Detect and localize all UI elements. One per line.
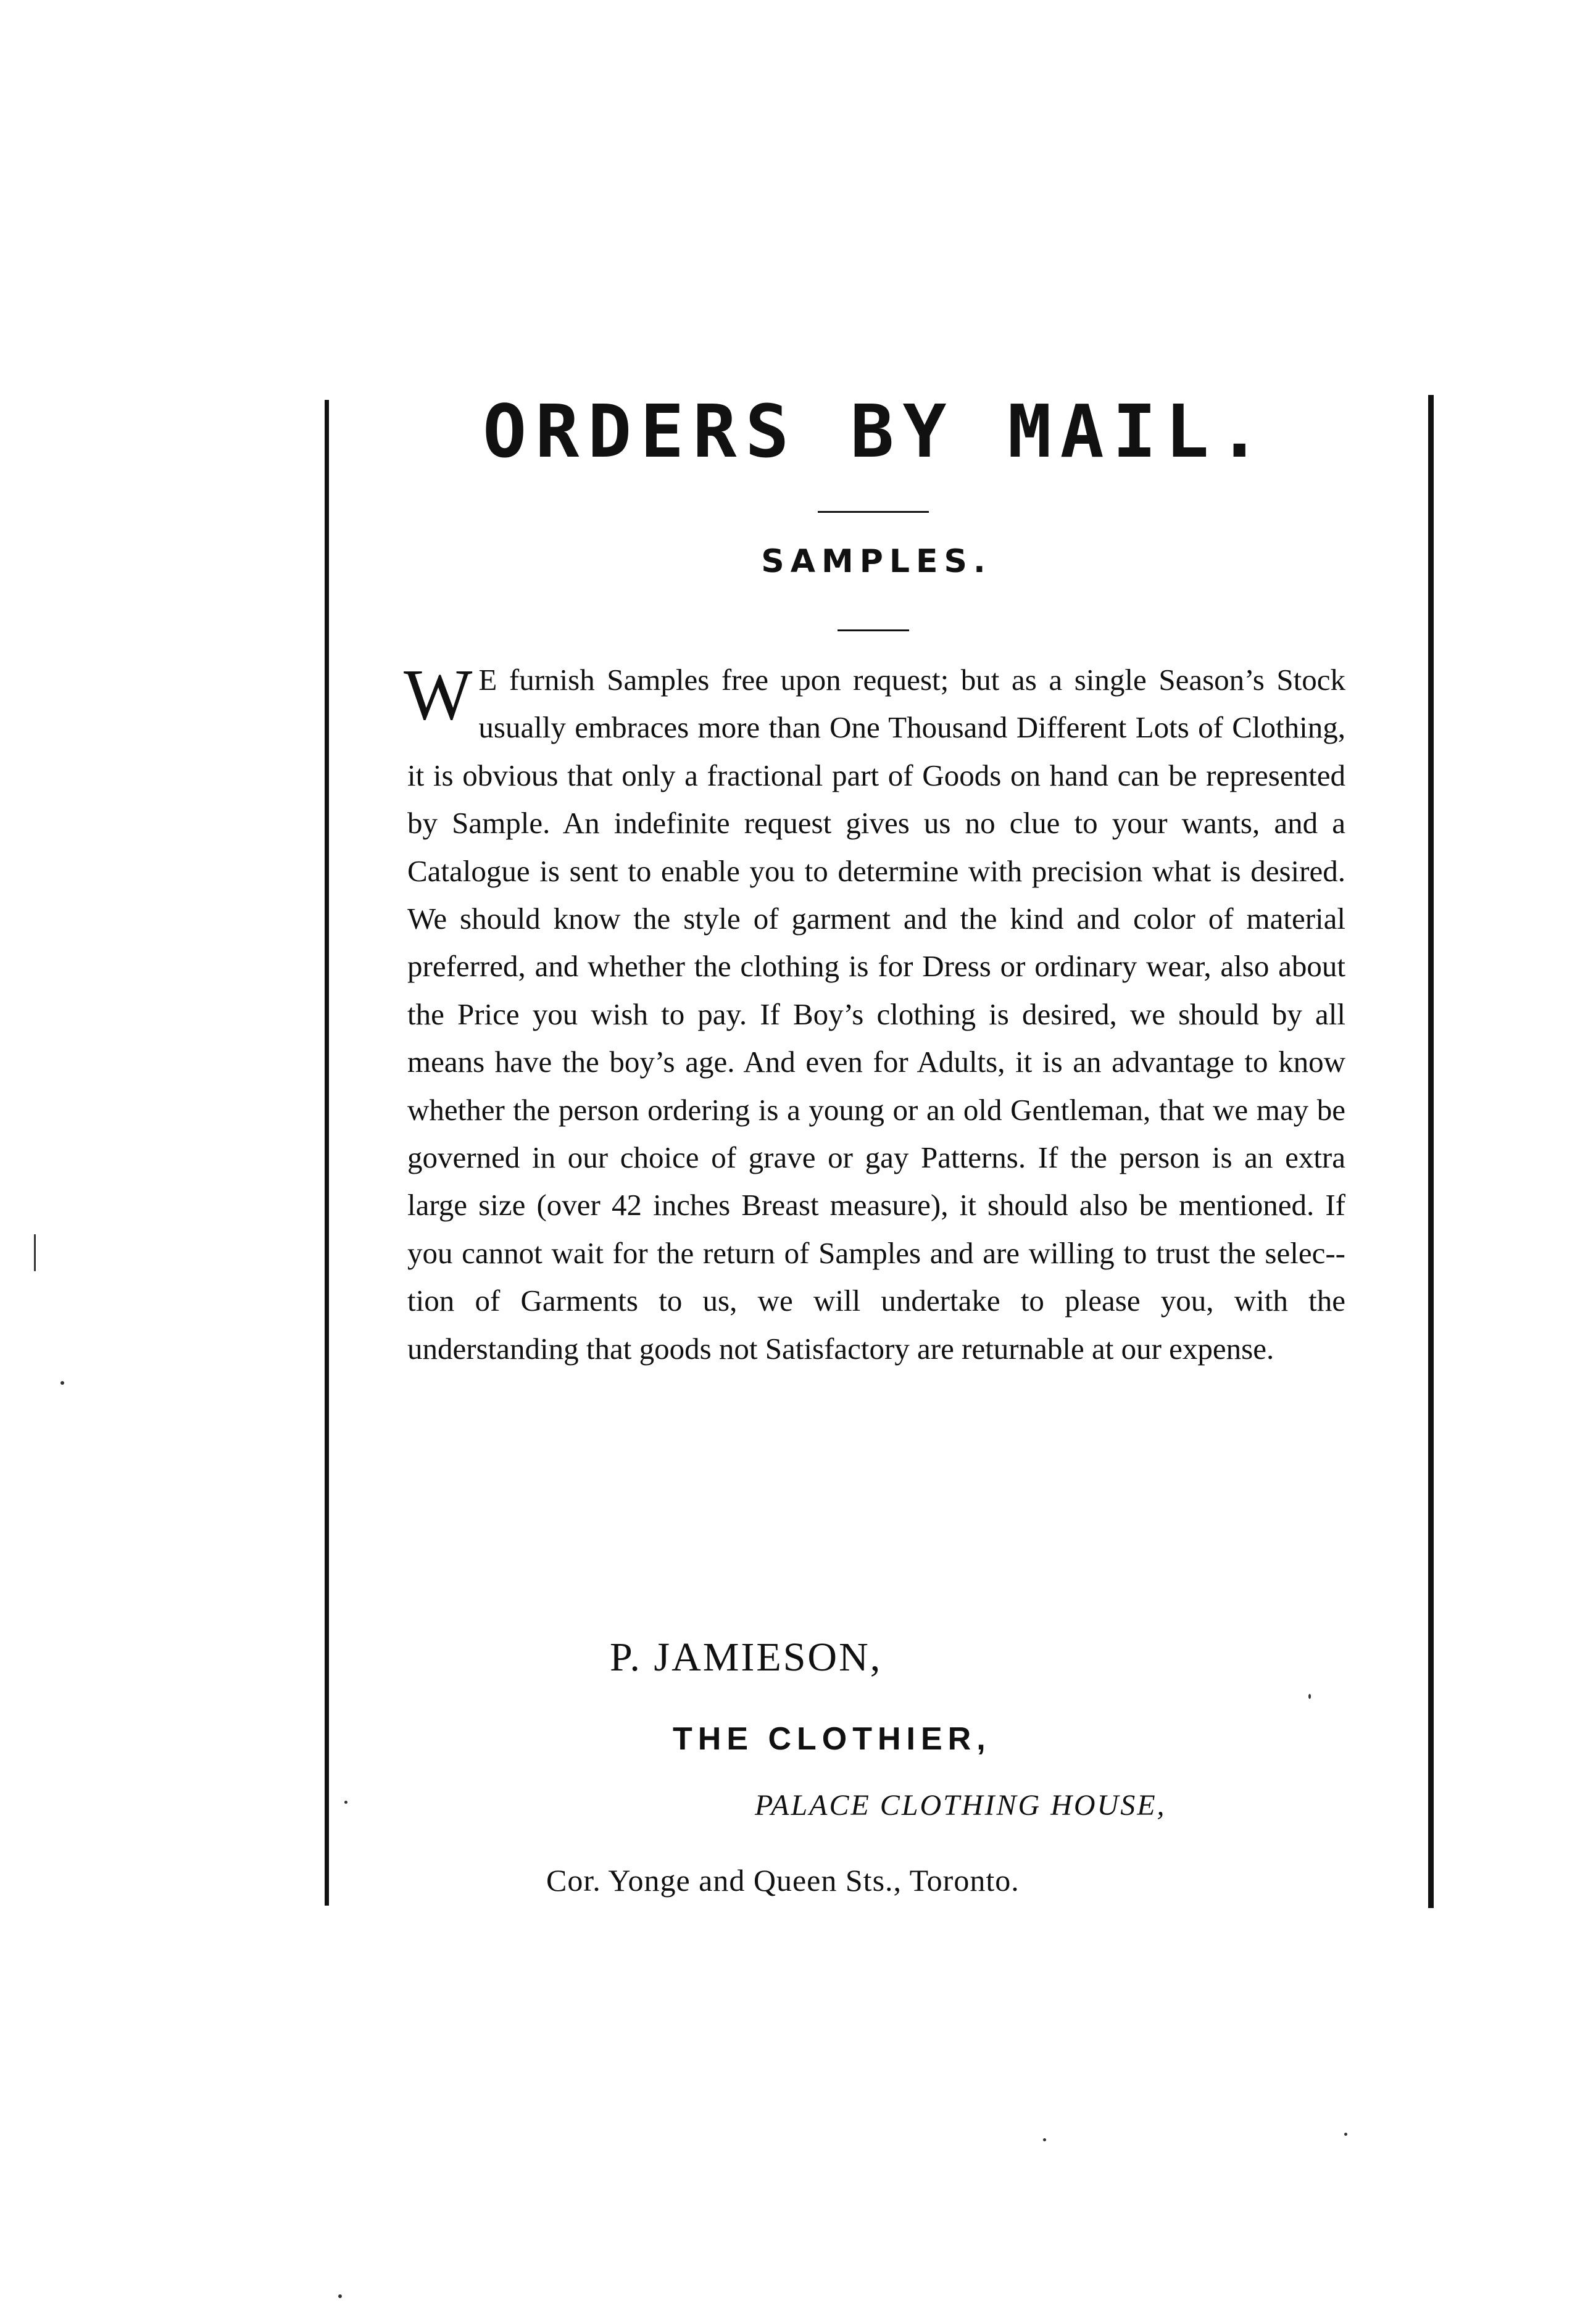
scan-speck (1043, 2138, 1046, 2141)
subtitle-divider (838, 629, 909, 631)
body-text-rest: Season’s Stock usually embraces more than One Thousand Different Lots of Clothing, it is obvious that only a fractional part of Goods on hand can be represented by Sample. An indefinite request gives us no clue to your wants, and a Catalogue is sent to enable you to determine with precision what is desired. We should know the style of garment and the kind and color of material preferred, and whether the clothing is for Dress or ordinary wear, also about the Price you wish to pay. If Boy’s clothing is desired, we should by all means have the boy’s age. And even for Adults, it is an advantage to know whether the person ordering is a young or an old Gentleman, that we may be governed in our choice of grave or gay Patterns. If the person is an extra large size (over 42 inches Breast measure), it should also be mentioned. If you cannot wait for the return of Samples and are willing to trust the selec-tion of Garments to us, we will undertake to please you, with the understanding that goods not Satisfactory are returnable at our expense. (407, 663, 1346, 1366)
scan-speck (1308, 1694, 1311, 1699)
body-first-line: E furnish Samples free upon request; but as a single (478, 663, 1147, 697)
section-subtitle: SAMPLES. (761, 543, 992, 580)
signature-address: Cor. Yonge and Queen Sts., Toronto. (546, 1863, 1020, 1898)
scan-speck (34, 1234, 36, 1271)
right-border-rule (1428, 395, 1434, 1908)
signature-house: PALACE CLOTHING HOUSE, (755, 1789, 1166, 1822)
left-border-rule (325, 400, 329, 1906)
scan-speck (60, 1381, 64, 1385)
signature-name: P. JAMIESON, (610, 1635, 883, 1680)
body-paragraph (404, 654, 1346, 1372)
scan-speck (344, 1801, 347, 1804)
scan-speck (1344, 2133, 1347, 2136)
signature-title: THE CLOTHIER, (673, 1721, 991, 1757)
page-title: ORDERS BY MAIL. (483, 389, 1270, 474)
scan-speck (338, 2294, 342, 2298)
title-divider (818, 511, 929, 513)
drop-cap: W (404, 654, 469, 735)
